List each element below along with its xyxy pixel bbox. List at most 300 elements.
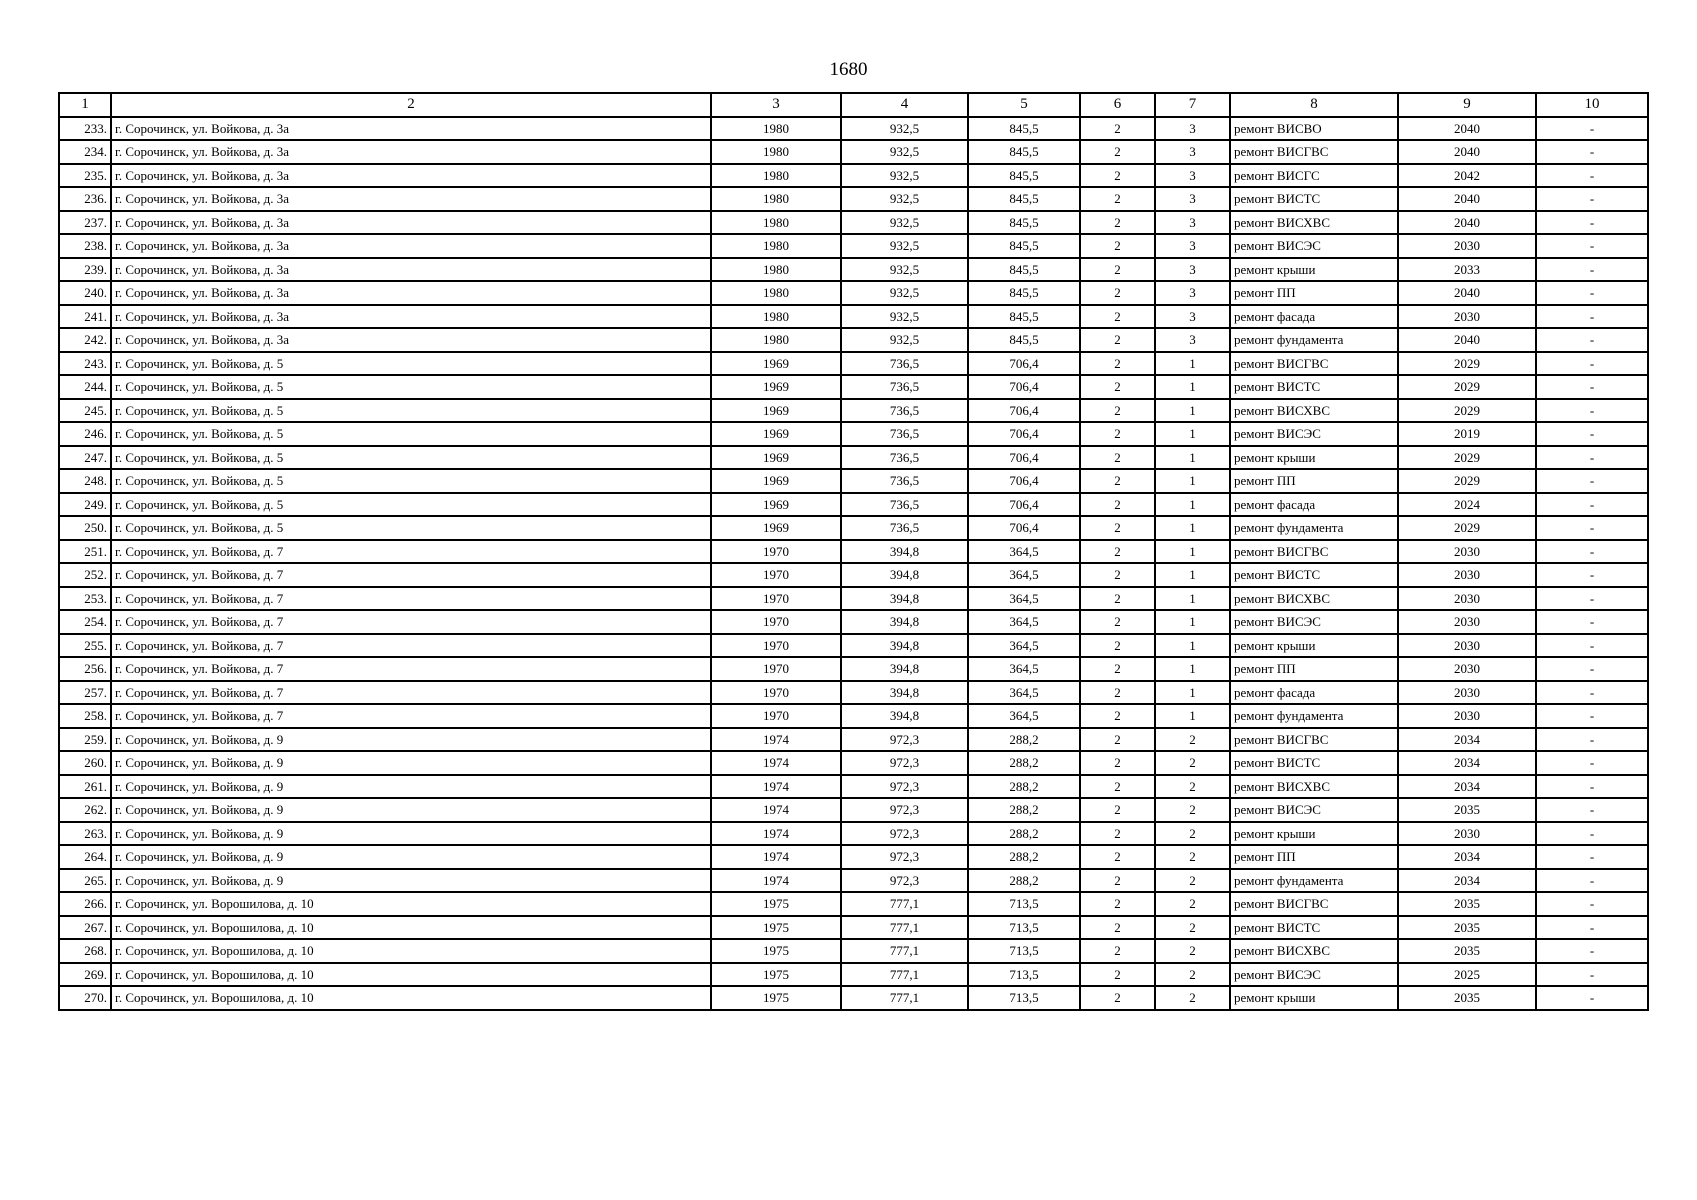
cell-10-cell: - (1536, 634, 1648, 658)
column-header-1: 1 (59, 93, 111, 117)
planned-year-cell: 2035 (1398, 939, 1536, 963)
total-area-cell: 736,5 (841, 375, 968, 399)
column-header-7: 7 (1155, 93, 1230, 117)
column-header-4: 4 (841, 93, 968, 117)
planned-year-cell: 2030 (1398, 587, 1536, 611)
year-built-cell: 1969 (711, 422, 841, 446)
address-cell: г. Сорочинск, ул. Войкова, д. 5 (111, 469, 711, 493)
row-number-cell: 243. (59, 352, 111, 376)
floors-cell: 2 (1080, 117, 1155, 141)
planned-year-cell: 2029 (1398, 446, 1536, 470)
address-cell: г. Сорочинск, ул. Войкова, д. 5 (111, 493, 711, 517)
entrances-cell: 3 (1155, 258, 1230, 282)
repair-type-cell: ремонт ПП (1230, 657, 1398, 681)
planned-year-cell: 2034 (1398, 751, 1536, 775)
cell-10-cell: - (1536, 446, 1648, 470)
row-number-cell: 268. (59, 939, 111, 963)
row-number-cell: 270. (59, 986, 111, 1010)
year-built-cell: 1975 (711, 963, 841, 987)
year-built-cell: 1980 (711, 281, 841, 305)
planned-year-cell: 2042 (1398, 164, 1536, 188)
living-area-cell: 288,2 (968, 728, 1080, 752)
cell-10-cell: - (1536, 845, 1648, 869)
address-cell: г. Сорочинск, ул. Войкова, д. 9 (111, 869, 711, 893)
living-area-cell: 845,5 (968, 164, 1080, 188)
row-number-cell: 234. (59, 140, 111, 164)
entrances-cell: 2 (1155, 751, 1230, 775)
floors-cell: 2 (1080, 798, 1155, 822)
table-row (59, 281, 1648, 305)
table-row (59, 493, 1648, 517)
year-built-cell: 1970 (711, 634, 841, 658)
address-cell: г. Сорочинск, ул. Войкова, д. 3а (111, 117, 711, 141)
repair-type-cell: ремонт ПП (1230, 281, 1398, 305)
repair-type-cell: ремонт ВИСЭС (1230, 963, 1398, 987)
row-number-cell: 240. (59, 281, 111, 305)
row-number-cell: 261. (59, 775, 111, 799)
year-built-cell: 1975 (711, 916, 841, 940)
table-row (59, 540, 1648, 564)
year-built-cell: 1969 (711, 352, 841, 376)
living-area-cell: 845,5 (968, 211, 1080, 235)
column-header-2: 2 (111, 93, 711, 117)
floors-cell: 2 (1080, 845, 1155, 869)
repair-type-cell: ремонт ВИСТС (1230, 751, 1398, 775)
entrances-cell: 1 (1155, 610, 1230, 634)
cell-10-cell: - (1536, 140, 1648, 164)
cell-10-cell: - (1536, 399, 1648, 423)
entrances-cell: 2 (1155, 939, 1230, 963)
entrances-cell: 1 (1155, 704, 1230, 728)
address-cell: г. Сорочинск, ул. Войкова, д. 3а (111, 211, 711, 235)
entrances-cell: 2 (1155, 963, 1230, 987)
repair-type-cell: ремонт ВИСВО (1230, 117, 1398, 141)
row-number-cell: 248. (59, 469, 111, 493)
repair-type-cell: ремонт ВИСГВС (1230, 352, 1398, 376)
floors-cell: 2 (1080, 258, 1155, 282)
floors-cell: 2 (1080, 328, 1155, 352)
living-area-cell: 706,4 (968, 352, 1080, 376)
living-area-cell: 713,5 (968, 986, 1080, 1010)
year-built-cell: 1970 (711, 540, 841, 564)
repair-schedule-table (58, 92, 1649, 1011)
row-number-cell: 233. (59, 117, 111, 141)
entrances-cell: 2 (1155, 798, 1230, 822)
floors-cell: 2 (1080, 751, 1155, 775)
entrances-cell: 3 (1155, 140, 1230, 164)
address-cell: г. Сорочинск, ул. Ворошилова, д. 10 (111, 892, 711, 916)
table-row (59, 728, 1648, 752)
address-cell: г. Сорочинск, ул. Войкова, д. 5 (111, 516, 711, 540)
entrances-cell: 3 (1155, 164, 1230, 188)
cell-10-cell: - (1536, 328, 1648, 352)
year-built-cell: 1970 (711, 681, 841, 705)
total-area-cell: 736,5 (841, 446, 968, 470)
repair-type-cell: ремонт крыши (1230, 822, 1398, 846)
total-area-cell: 394,8 (841, 540, 968, 564)
row-number-cell: 241. (59, 305, 111, 329)
table-header-row (59, 93, 1648, 117)
planned-year-cell: 2035 (1398, 986, 1536, 1010)
total-area-cell: 932,5 (841, 328, 968, 352)
year-built-cell: 1970 (711, 563, 841, 587)
floors-cell: 2 (1080, 234, 1155, 258)
address-cell: г. Сорочинск, ул. Ворошилова, д. 10 (111, 916, 711, 940)
address-cell: г. Сорочинск, ул. Войкова, д. 3а (111, 234, 711, 258)
address-cell: г. Сорочинск, ул. Войкова, д. 9 (111, 798, 711, 822)
year-built-cell: 1969 (711, 469, 841, 493)
repair-type-cell: ремонт фасада (1230, 493, 1398, 517)
repair-type-cell: ремонт ВИСЭС (1230, 798, 1398, 822)
year-built-cell: 1980 (711, 211, 841, 235)
address-cell: г. Сорочинск, ул. Войкова, д. 7 (111, 610, 711, 634)
table-row (59, 140, 1648, 164)
cell-10-cell: - (1536, 869, 1648, 893)
planned-year-cell: 2019 (1398, 422, 1536, 446)
planned-year-cell: 2034 (1398, 728, 1536, 752)
total-area-cell: 736,5 (841, 399, 968, 423)
living-area-cell: 845,5 (968, 328, 1080, 352)
table-row (59, 305, 1648, 329)
planned-year-cell: 2030 (1398, 822, 1536, 846)
repair-type-cell: ремонт фундамента (1230, 869, 1398, 893)
planned-year-cell: 2034 (1398, 869, 1536, 893)
planned-year-cell: 2029 (1398, 469, 1536, 493)
living-area-cell: 706,4 (968, 516, 1080, 540)
repair-type-cell: ремонт ВИСТС (1230, 187, 1398, 211)
living-area-cell: 845,5 (968, 234, 1080, 258)
cell-10-cell: - (1536, 798, 1648, 822)
floors-cell: 2 (1080, 963, 1155, 987)
table-row (59, 422, 1648, 446)
entrances-cell: 1 (1155, 634, 1230, 658)
planned-year-cell: 2030 (1398, 634, 1536, 658)
entrances-cell: 1 (1155, 493, 1230, 517)
total-area-cell: 972,3 (841, 728, 968, 752)
living-area-cell: 288,2 (968, 775, 1080, 799)
address-cell: г. Сорочинск, ул. Войкова, д. 3а (111, 187, 711, 211)
row-number-cell: 251. (59, 540, 111, 564)
living-area-cell: 288,2 (968, 751, 1080, 775)
cell-10-cell: - (1536, 610, 1648, 634)
address-cell: г. Сорочинск, ул. Ворошилова, д. 10 (111, 939, 711, 963)
total-area-cell: 394,8 (841, 681, 968, 705)
living-area-cell: 713,5 (968, 892, 1080, 916)
address-cell: г. Сорочинск, ул. Войкова, д. 7 (111, 634, 711, 658)
table-row (59, 164, 1648, 188)
repair-type-cell: ремонт ВИСХВС (1230, 775, 1398, 799)
address-cell: г. Сорочинск, ул. Войкова, д. 3а (111, 305, 711, 329)
year-built-cell: 1969 (711, 446, 841, 470)
total-area-cell: 394,8 (841, 634, 968, 658)
cell-10-cell: - (1536, 352, 1648, 376)
row-number-cell: 252. (59, 563, 111, 587)
planned-year-cell: 2029 (1398, 352, 1536, 376)
cell-10-cell: - (1536, 963, 1648, 987)
total-area-cell: 972,3 (841, 775, 968, 799)
total-area-cell: 394,8 (841, 610, 968, 634)
cell-10-cell: - (1536, 281, 1648, 305)
entrances-cell: 2 (1155, 822, 1230, 846)
living-area-cell: 845,5 (968, 117, 1080, 141)
floors-cell: 2 (1080, 352, 1155, 376)
row-number-cell: 255. (59, 634, 111, 658)
table-row (59, 399, 1648, 423)
planned-year-cell: 2025 (1398, 963, 1536, 987)
entrances-cell: 3 (1155, 234, 1230, 258)
total-area-cell: 736,5 (841, 352, 968, 376)
entrances-cell: 2 (1155, 916, 1230, 940)
table-row (59, 352, 1648, 376)
table-row (59, 258, 1648, 282)
planned-year-cell: 2035 (1398, 798, 1536, 822)
year-built-cell: 1980 (711, 258, 841, 282)
living-area-cell: 706,4 (968, 446, 1080, 470)
address-cell: г. Сорочинск, ул. Войкова, д. 3а (111, 164, 711, 188)
cell-10-cell: - (1536, 775, 1648, 799)
entrances-cell: 1 (1155, 516, 1230, 540)
total-area-cell: 972,3 (841, 751, 968, 775)
living-area-cell: 706,4 (968, 469, 1080, 493)
entrances-cell: 1 (1155, 422, 1230, 446)
entrances-cell: 1 (1155, 587, 1230, 611)
address-cell: г. Сорочинск, ул. Ворошилова, д. 10 (111, 963, 711, 987)
address-cell: г. Сорочинск, ул. Войкова, д. 7 (111, 681, 711, 705)
table-row (59, 963, 1648, 987)
cell-10-cell: - (1536, 211, 1648, 235)
entrances-cell: 2 (1155, 775, 1230, 799)
repair-type-cell: ремонт крыши (1230, 446, 1398, 470)
living-area-cell: 288,2 (968, 822, 1080, 846)
total-area-cell: 972,3 (841, 798, 968, 822)
year-built-cell: 1980 (711, 234, 841, 258)
entrances-cell: 1 (1155, 657, 1230, 681)
column-header-8: 8 (1230, 93, 1398, 117)
row-number-cell: 236. (59, 187, 111, 211)
address-cell: г. Сорочинск, ул. Войкова, д. 7 (111, 704, 711, 728)
entrances-cell: 1 (1155, 352, 1230, 376)
table-row (59, 845, 1648, 869)
row-number-cell: 246. (59, 422, 111, 446)
floors-cell: 2 (1080, 704, 1155, 728)
repair-type-cell: ремонт ВИСХВС (1230, 211, 1398, 235)
floors-cell: 2 (1080, 469, 1155, 493)
total-area-cell: 736,5 (841, 493, 968, 517)
floors-cell: 2 (1080, 681, 1155, 705)
repair-type-cell: ремонт ВИСГВС (1230, 728, 1398, 752)
total-area-cell: 777,1 (841, 892, 968, 916)
total-area-cell: 777,1 (841, 916, 968, 940)
entrances-cell: 2 (1155, 892, 1230, 916)
table-row (59, 704, 1648, 728)
floors-cell: 2 (1080, 446, 1155, 470)
row-number-cell: 266. (59, 892, 111, 916)
year-built-cell: 1980 (711, 305, 841, 329)
total-area-cell: 932,5 (841, 305, 968, 329)
row-number-cell: 242. (59, 328, 111, 352)
address-cell: г. Сорочинск, ул. Войкова, д. 7 (111, 563, 711, 587)
total-area-cell: 932,5 (841, 140, 968, 164)
entrances-cell: 1 (1155, 399, 1230, 423)
address-cell: г. Сорочинск, ул. Войкова, д. 9 (111, 775, 711, 799)
row-number-cell: 263. (59, 822, 111, 846)
repair-type-cell: ремонт фундамента (1230, 704, 1398, 728)
row-number-cell: 235. (59, 164, 111, 188)
table-row (59, 657, 1648, 681)
cell-10-cell: - (1536, 469, 1648, 493)
total-area-cell: 394,8 (841, 704, 968, 728)
row-number-cell: 254. (59, 610, 111, 634)
year-built-cell: 1980 (711, 140, 841, 164)
total-area-cell: 394,8 (841, 587, 968, 611)
row-number-cell: 269. (59, 963, 111, 987)
cell-10-cell: - (1536, 986, 1648, 1010)
floors-cell: 2 (1080, 164, 1155, 188)
table-row (59, 469, 1648, 493)
total-area-cell: 932,5 (841, 258, 968, 282)
total-area-cell: 932,5 (841, 211, 968, 235)
address-cell: г. Сорочинск, ул. Войкова, д. 5 (111, 422, 711, 446)
floors-cell: 2 (1080, 892, 1155, 916)
table-row (59, 916, 1648, 940)
repair-type-cell: ремонт ВИСХВС (1230, 939, 1398, 963)
cell-10-cell: - (1536, 422, 1648, 446)
address-cell: г. Сорочинск, ул. Войкова, д. 9 (111, 822, 711, 846)
table-row (59, 516, 1648, 540)
living-area-cell: 364,5 (968, 540, 1080, 564)
floors-cell: 2 (1080, 422, 1155, 446)
repair-type-cell: ремонт ВИСТС (1230, 375, 1398, 399)
repair-type-cell: ремонт фасада (1230, 681, 1398, 705)
planned-year-cell: 2024 (1398, 493, 1536, 517)
table-row (59, 610, 1648, 634)
floors-cell: 2 (1080, 305, 1155, 329)
year-built-cell: 1974 (711, 728, 841, 752)
entrances-cell: 2 (1155, 986, 1230, 1010)
table-row (59, 986, 1648, 1010)
column-header-3: 3 (711, 93, 841, 117)
year-built-cell: 1974 (711, 775, 841, 799)
repair-type-cell: ремонт ВИСТС (1230, 916, 1398, 940)
address-cell: г. Сорочинск, ул. Войкова, д. 7 (111, 657, 711, 681)
entrances-cell: 1 (1155, 469, 1230, 493)
floors-cell: 2 (1080, 375, 1155, 399)
row-number-cell: 239. (59, 258, 111, 282)
table-row (59, 822, 1648, 846)
repair-type-cell: ремонт ВИСТС (1230, 563, 1398, 587)
planned-year-cell: 2029 (1398, 375, 1536, 399)
living-area-cell: 845,5 (968, 140, 1080, 164)
planned-year-cell: 2030 (1398, 681, 1536, 705)
table-row (59, 587, 1648, 611)
living-area-cell: 713,5 (968, 939, 1080, 963)
row-number-cell: 245. (59, 399, 111, 423)
total-area-cell: 777,1 (841, 986, 968, 1010)
row-number-cell: 250. (59, 516, 111, 540)
total-area-cell: 736,5 (841, 469, 968, 493)
cell-10-cell: - (1536, 939, 1648, 963)
entrances-cell: 3 (1155, 305, 1230, 329)
repair-type-cell: ремонт ПП (1230, 845, 1398, 869)
total-area-cell: 972,3 (841, 869, 968, 893)
floors-cell: 2 (1080, 187, 1155, 211)
address-cell: г. Сорочинск, ул. Войкова, д. 3а (111, 328, 711, 352)
repair-type-cell: ремонт ВИСХВС (1230, 399, 1398, 423)
year-built-cell: 1969 (711, 375, 841, 399)
total-area-cell: 394,8 (841, 563, 968, 587)
year-built-cell: 1974 (711, 845, 841, 869)
planned-year-cell: 2040 (1398, 187, 1536, 211)
row-number-cell: 265. (59, 869, 111, 893)
floors-cell: 2 (1080, 540, 1155, 564)
year-built-cell: 1974 (711, 869, 841, 893)
entrances-cell: 2 (1155, 728, 1230, 752)
total-area-cell: 736,5 (841, 516, 968, 540)
column-header-6: 6 (1080, 93, 1155, 117)
living-area-cell: 288,2 (968, 798, 1080, 822)
address-cell: г. Сорочинск, ул. Войкова, д. 3а (111, 140, 711, 164)
repair-type-cell: ремонт крыши (1230, 258, 1398, 282)
row-number-cell: 256. (59, 657, 111, 681)
planned-year-cell: 2040 (1398, 140, 1536, 164)
table-row (59, 939, 1648, 963)
table-row (59, 798, 1648, 822)
row-number-cell: 260. (59, 751, 111, 775)
row-number-cell: 267. (59, 916, 111, 940)
living-area-cell: 706,4 (968, 375, 1080, 399)
repair-type-cell: ремонт ВИСГВС (1230, 540, 1398, 564)
floors-cell: 2 (1080, 634, 1155, 658)
address-cell: г. Сорочинск, ул. Войкова, д. 7 (111, 587, 711, 611)
year-built-cell: 1969 (711, 493, 841, 517)
planned-year-cell: 2040 (1398, 328, 1536, 352)
address-cell: г. Сорочинск, ул. Войкова, д. 9 (111, 845, 711, 869)
living-area-cell: 288,2 (968, 869, 1080, 893)
living-area-cell: 364,5 (968, 704, 1080, 728)
floors-cell: 2 (1080, 516, 1155, 540)
planned-year-cell: 2040 (1398, 211, 1536, 235)
year-built-cell: 1969 (711, 399, 841, 423)
row-number-cell: 253. (59, 587, 111, 611)
living-area-cell: 845,5 (968, 305, 1080, 329)
planned-year-cell: 2030 (1398, 540, 1536, 564)
total-area-cell: 972,3 (841, 822, 968, 846)
planned-year-cell: 2030 (1398, 234, 1536, 258)
cell-10-cell: - (1536, 516, 1648, 540)
repair-type-cell: ремонт ВИСЭС (1230, 422, 1398, 446)
year-built-cell: 1970 (711, 704, 841, 728)
cell-10-cell: - (1536, 493, 1648, 517)
planned-year-cell: 2030 (1398, 657, 1536, 681)
repair-type-cell: ремонт фундамента (1230, 328, 1398, 352)
cell-10-cell: - (1536, 540, 1648, 564)
planned-year-cell: 2033 (1398, 258, 1536, 282)
repair-type-cell: ремонт ВИСГВС (1230, 140, 1398, 164)
row-number-cell: 257. (59, 681, 111, 705)
year-built-cell: 1980 (711, 117, 841, 141)
repair-type-cell: ремонт ВИСГВС (1230, 892, 1398, 916)
cell-10-cell: - (1536, 234, 1648, 258)
cell-10-cell: - (1536, 681, 1648, 705)
address-cell: г. Сорочинск, ул. Войкова, д. 9 (111, 728, 711, 752)
living-area-cell: 364,5 (968, 657, 1080, 681)
table-row (59, 187, 1648, 211)
floors-cell: 2 (1080, 140, 1155, 164)
entrances-cell: 3 (1155, 187, 1230, 211)
cell-10-cell: - (1536, 892, 1648, 916)
planned-year-cell: 2034 (1398, 775, 1536, 799)
address-cell: г. Сорочинск, ул. Войкова, д. 9 (111, 751, 711, 775)
